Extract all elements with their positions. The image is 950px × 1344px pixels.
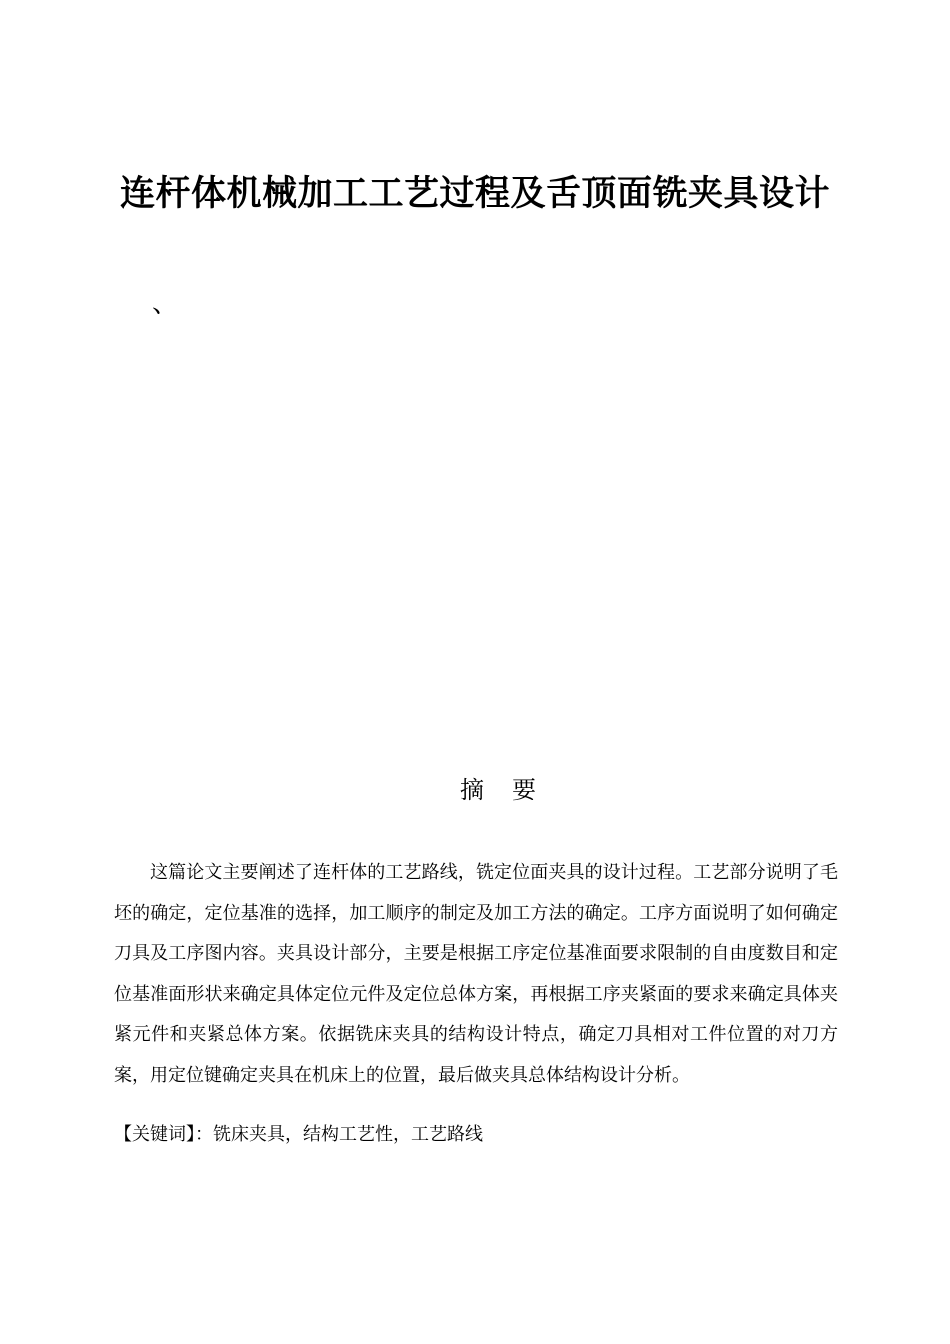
abstract-heading: 摘要 [460,776,564,804]
page-title: 连杆体机械加工工艺过程及舌顶面铣夹具设计 [119,174,830,214]
keywords-text: 铣床夹具，结构工艺性，工艺路线 [213,1124,483,1145]
keywords-label: 【关键词】： [114,1124,213,1145]
stray-punctuation-mark: 、 [152,289,179,319]
abstract-body: 这篇论文主要阐述了连杆体的工艺路线，铣定位面夹具的设计过程。工艺部分说明了毛坯的确定，定位基准的选择，加工顺序的制定及加工方法的确定。工序方面说明了如何确定刀具及工序图内容。夹具设计部分，主要是根据工序定位基准面要求限制的自由度数目和定位基准面形状来确定具体定位元件及定位总体方案，再根据工序夹紧面的要求来确定具体夹紧元件和夹紧总体方案。依据铣床夹具的结构设计特点，确定刀具相对工件位置的对刀方案，用定位键确定夹具在机床上的位置，最后做夹具总体结构设计分析。 [114,862,838,1086]
keywords-line [114,1117,838,1153]
